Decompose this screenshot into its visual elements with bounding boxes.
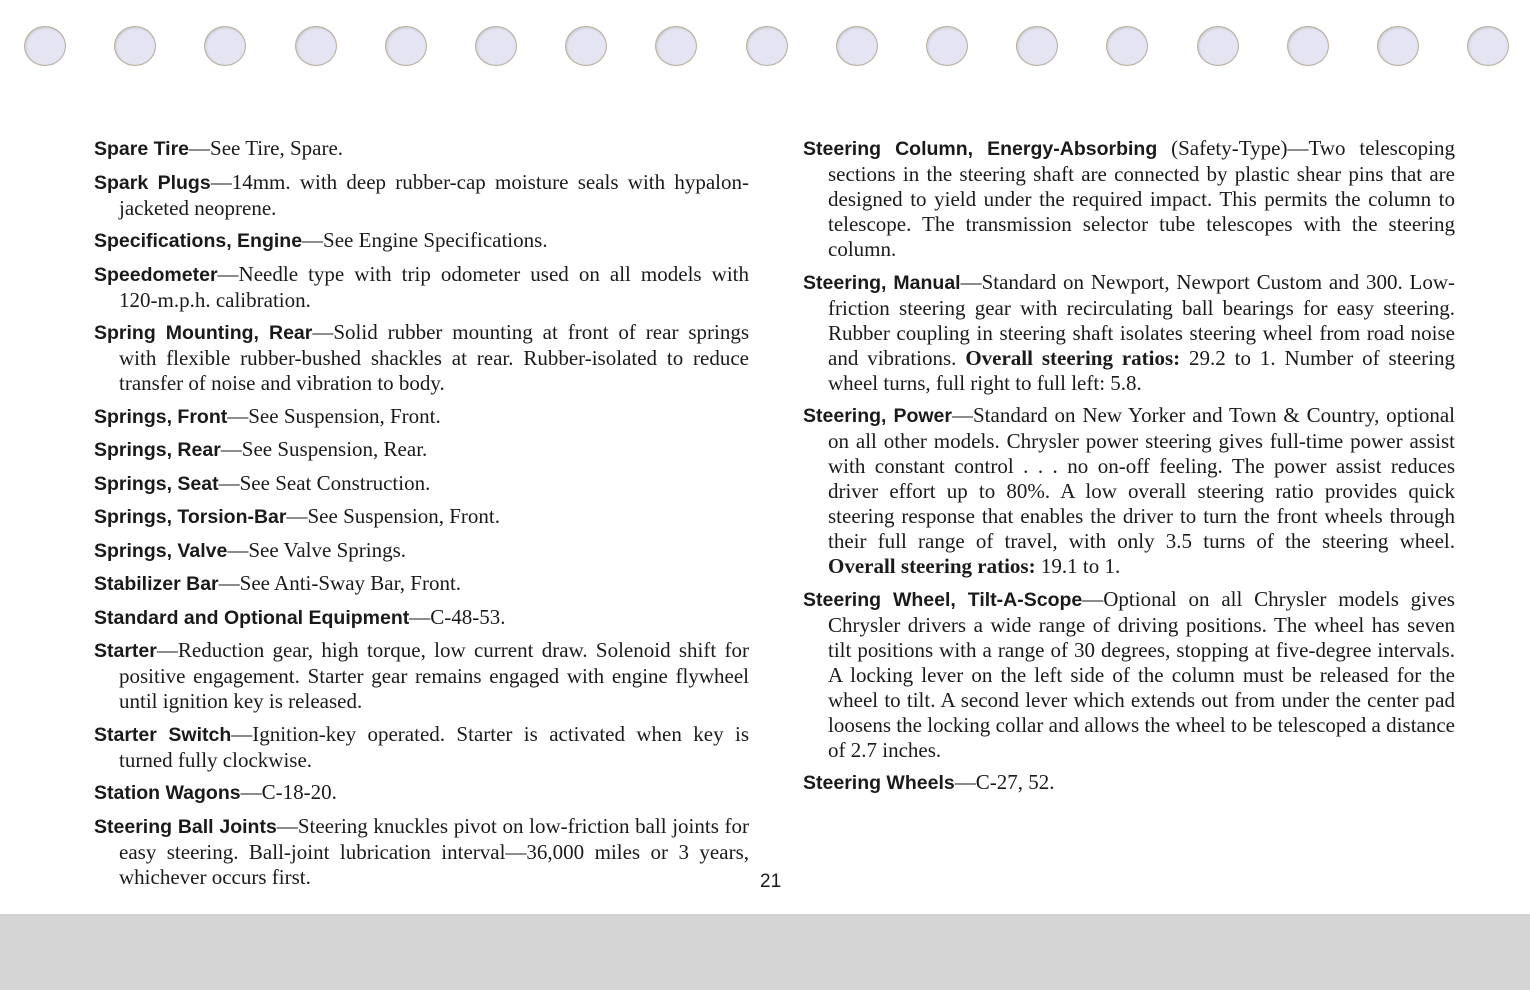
left-column [94,136,749,897]
entry-term: Steering Wheel, Tilt-A-Scope [803,588,1083,611]
glossary-entry [94,262,749,313]
entry-definition: —Steering knuckles pivot on low-friction ball joints for easy steering. Ball-joint lubrication interval—36,000 miles or 3 years, whichever occurs first. [119,813,749,889]
entry-emphasis: Overall steering ratios: [828,554,1036,578]
entry-definition: —C-48-53. [409,604,506,629]
entry-term: Springs, Torsion-Bar [94,506,287,528]
entry-term: Starter Switch [94,723,232,746]
glossary-entry [94,605,749,631]
page-number: 21 [760,871,782,892]
glossary-entry [94,228,749,254]
binder-hole [114,26,156,66]
entry-term: Steering Column, Energy-Absorbing [803,138,1158,160]
entry-term: Springs, Rear [94,439,221,461]
entry-term: Spare Tire [94,138,190,160]
glossary-entry [803,770,1455,796]
entry-term: Standard and Optional Equipment [94,606,410,629]
binder-hole [836,26,878,66]
entry-definition: —Reduction gear, high torque, low current draw. Solenoid shift for positive engagement. Starter gear remains engaged with engine flywheel until ignition key is released. [119,638,749,713]
entry-term: Steering, Power [803,405,952,427]
entry-definition: —Solid rubber mounting at front of rear springs with flexible rubber-bushed shackles at rear. Rubber-isolated to reduce transfer of noise and vibration to body. [119,320,749,395]
right-column [803,136,1455,804]
entry-term: Starter [94,640,157,662]
entry-definition: —See Anti-Sway Bar, Front. [218,571,462,595]
entry-term: Springs, Seat [94,472,219,495]
binder-hole [746,26,788,66]
glossary-entry [94,170,749,221]
entry-definition: —See Engine Specifications. [302,228,548,252]
glossary-entry [94,504,749,530]
entry-term: Station Wagons [94,782,241,804]
glossary-entry [803,403,1455,579]
entry-definition: —Ignition-key operated. Starter is activated when key is turned fully clockwise. [119,721,750,772]
entry-definition: —See Suspension, Front. [227,403,441,428]
entry-definition: —See Tire, Spare. [189,136,344,160]
binder-hole [295,26,337,66]
binder-hole [1106,26,1148,66]
entry-term: Spring Mounting, Rear [94,322,313,344]
scan-background [0,914,1530,990]
glossary-entry [94,722,749,773]
binder-hole [1016,26,1058,66]
glossary-entry [803,270,1455,396]
entry-definition: —See Suspension, Front. [286,504,501,528]
glossary-entry [94,814,749,890]
glossary-entry [94,638,749,714]
binder-hole [24,26,66,66]
binder-hole [565,26,607,66]
entry-definition: —Standard on New Yorker and Town & Country, optional on all other models. Chrysler power steering gives full-time power assist with constant control . . . no on-off feeling. The power assist reduces driver effort up to 80%. A low overall steering ratio provides quick steering response that enables the driver to turn the front wheels through their full range of travel, with only 3.5 turns of the steering wheel. [828,403,1456,553]
entry-definition: —C-27, 52. [954,770,1055,794]
entry-definition: —Optional on all Chrysler models gives Chrysler drivers a wide range of driving positions. The wheel has seven tilt positions with a range of 30 degrees, stopping at five-degree intervals. A locking lever on the left side of the column must be released for the wheel to tilt. A second lever which extends out from under the center pad loosens the locking collar and allows the wheel to be telescoped a distance of 2.7 inches. [828,586,1455,762]
entry-definition: —See Seat Construction. [218,470,431,495]
binder-hole [204,26,246,66]
entry-term: Spark Plugs [94,171,211,194]
binder-hole [1467,26,1509,66]
entry-definition: (Safety-Type)—Two telescoping sections in the steering shaft are connected by plastic shear pins that are designed to yield under the required impact. This permits the column to telescope. The transmission selector tube telescopes with the steering column. [828,136,1455,261]
entry-term: Steering Ball Joints [94,815,277,838]
binder-hole [385,26,427,66]
entry-term: Stabilizer Bar [94,573,219,595]
binder-hole [926,26,968,66]
entry-definition: —See Valve Springs. [227,537,406,562]
binder-hole [655,26,697,66]
entry-term: Steering, Manual [803,271,961,294]
binder-hole [1197,26,1239,66]
binder-hole [475,26,517,66]
entry-term: Springs, Valve [94,539,228,562]
glossary-entry [94,404,749,430]
entry-emphasis: Overall steering ratios: [965,345,1181,370]
entry-term: Steering Wheels [803,772,955,794]
binder-hole [1377,26,1419,66]
entry-definition: —See Suspension, Rear. [220,437,428,461]
glossary-entry [94,538,749,564]
binder-holes [0,26,1530,72]
entry-term: Springs, Front [94,405,228,428]
entry-definition: 29.2 to 1. Number of steering wheel turns, full right to full left: 5.8. [828,345,1455,395]
entry-term: Speedometer [94,263,218,286]
glossary-entry [94,471,749,497]
glossary-entry [94,437,749,463]
entry-definition: 19.1 to 1. [1035,554,1121,578]
glossary-entry [803,136,1455,262]
entry-definition: —Standard on Newport, Newport Custom and 300. Low-friction steering gear with recirculating ball bearings for easy steering. Rubber coupling in steering shaft isolates steering wheel from road noise and vibrations. [828,269,1456,370]
entry-definition: —Needle type with trip odometer used on all models with 120-m.p.h. calibration. [119,261,749,312]
entry-definition: —C-18-20. [240,780,337,804]
glossary-entry [94,136,749,162]
entry-term: Specifications, Engine [94,230,303,252]
glossary-entry [94,320,749,396]
glossary-entry [803,587,1455,763]
entry-definition: —14mm. with deep rubber-cap moisture seals with hypalon-jacketed neoprene. [119,169,749,220]
binder-hole [1287,26,1329,66]
glossary-entry [94,780,749,806]
glossary-entry [94,571,749,597]
